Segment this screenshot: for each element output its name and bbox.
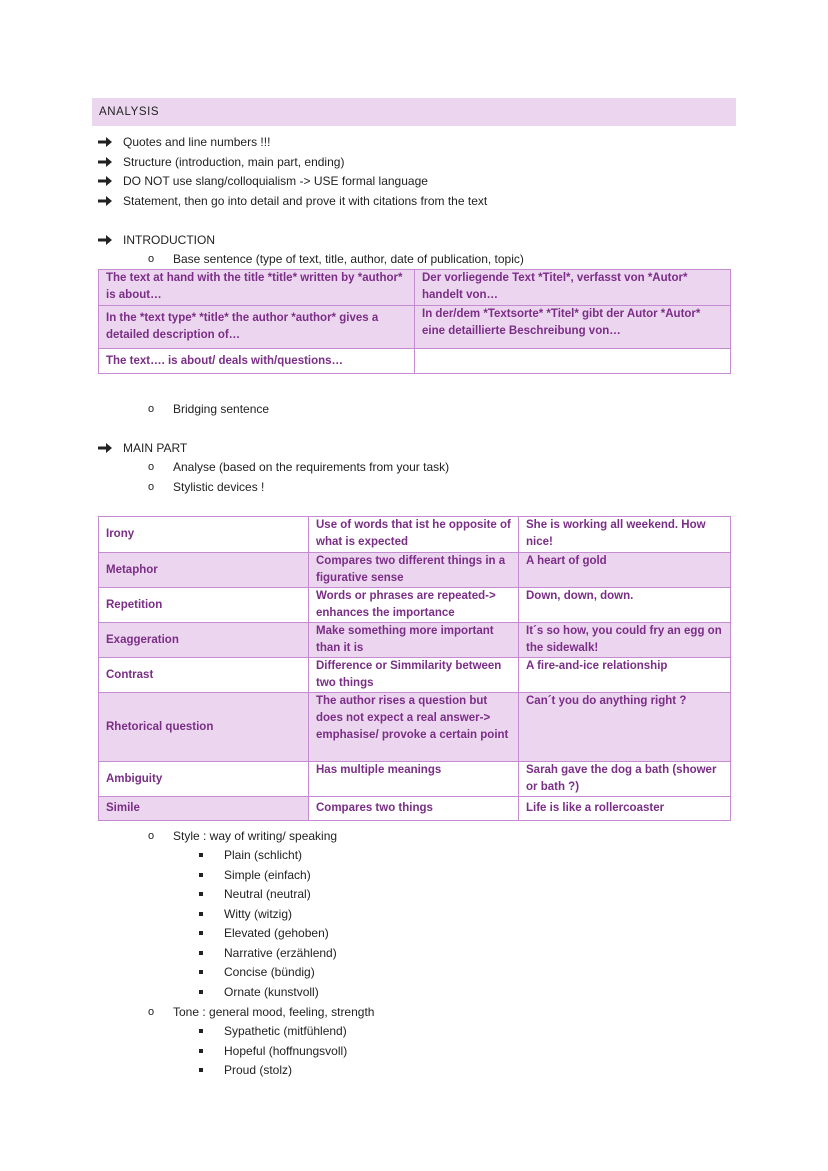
arrow-right-icon — [98, 154, 116, 168]
stylistic-devices-table — [98, 516, 731, 821]
hollow-circle-bullet: o — [148, 403, 155, 415]
arrow-right-icon — [98, 134, 116, 148]
square-bullet — [199, 873, 203, 877]
square-bullet — [199, 1049, 203, 1053]
introduction-table — [98, 269, 731, 374]
arrow-right-icon — [98, 173, 116, 187]
device-example: Life is like a rollercoaster — [519, 797, 731, 821]
device-definition: Use of words that ist he opposite of what is expected — [309, 517, 519, 553]
hollow-circle-bullet: o — [148, 461, 155, 473]
device-name: Metaphor — [99, 553, 309, 588]
arrow-right-icon — [98, 193, 116, 207]
device-definition: Compares two different things in a figurative sense — [309, 553, 519, 588]
device-name: Rhetorical question — [99, 693, 309, 762]
table-row — [99, 762, 731, 797]
device-name: Exaggeration — [99, 623, 309, 658]
hollow-circle-bullet: o — [148, 481, 155, 493]
device-definition: Make something more important than it is — [309, 623, 519, 658]
device-definition: Has multiple meanings — [309, 762, 519, 797]
table-row — [99, 349, 731, 374]
section-heading: ANALYSIS — [92, 98, 736, 126]
hollow-circle-bullet: o — [148, 830, 155, 842]
device-definition: Difference or Simmilarity between two things — [309, 658, 519, 693]
table-row — [99, 306, 731, 349]
table-row — [99, 553, 731, 588]
table-row — [99, 270, 731, 306]
arrow-right-icon — [98, 232, 116, 246]
table-cell: In der/dem *Textsorte* *Titel* gibt der Autor *Autor* eine detaillierte Beschreibung von… — [415, 306, 731, 349]
table-cell: In the *text type* *title* the author *author* gives a detailed description of… — [99, 306, 415, 349]
arrow-right-icon — [98, 440, 116, 454]
table-cell: Der vorliegende Text *Titel*, verfasst von *Autor* handelt von… — [415, 270, 731, 306]
square-bullet — [199, 970, 203, 974]
device-example: A heart of gold — [519, 553, 731, 588]
square-bullet — [199, 853, 203, 857]
square-bullet — [199, 1029, 203, 1033]
square-bullet — [199, 990, 203, 994]
device-name: Irony — [99, 517, 309, 553]
table-row — [99, 517, 731, 553]
hollow-circle-bullet: o — [148, 253, 155, 265]
table-row — [99, 658, 731, 693]
device-definition: Compares two things — [309, 797, 519, 821]
square-bullet — [199, 951, 203, 955]
device-example: Can´t you do anything right ? — [519, 693, 731, 762]
square-bullet — [199, 892, 203, 896]
device-example: Down, down, down. — [519, 588, 731, 623]
table-row — [99, 623, 731, 658]
table-cell: The text…. is about/ deals with/questions… — [99, 349, 415, 374]
device-name: Ambiguity — [99, 762, 309, 797]
square-bullet — [199, 931, 203, 935]
table-row — [99, 588, 731, 623]
square-bullet — [199, 912, 203, 916]
device-definition: The author rises a question but does not expect a real answer-> emphasise/ provoke a certain point — [309, 693, 519, 762]
device-example: Sarah gave the dog a bath (shower or bath ?) — [519, 762, 731, 797]
table-row — [99, 693, 731, 762]
device-name: Simile — [99, 797, 309, 821]
device-example: It´s so how, you could fry an egg on the sidewalk! — [519, 623, 731, 658]
square-bullet — [199, 1068, 203, 1072]
table-cell: The text at hand with the title *title* written by *author* is about… — [99, 270, 415, 306]
device-example: A fire-and-ice relationship — [519, 658, 731, 693]
table-cell — [415, 349, 731, 374]
device-definition: Words or phrases are repeated-> enhances the importance — [309, 588, 519, 623]
document-page: ANALYSIS Quotes and line numbers !!! Structure (introduction, main part, ending) DO NOT use slang/colloquialism -> USE formal language Statement, then go into detail and prove it with citations from the text INTRODUCTION o Base sentence (type of text, title, author, date of publication, topic) The text at hand with the title *title* written by *author* is about… Der vorliegende Text *Titel*, verfasst von *Autor* handelt von… In the *text type* *title* the author *author* gives a detailed description of… In der/dem *Textsorte* *Titel* gibt der Autor *Autor* eine detaillierte Beschreibung von… The text…. is about/ deals with/questions… o Bridging sentence MAIN PART o Analyse (based on the requirements from your task) o Stylistic devices ! Irony Use of words that ist he opposite of what is expected She is working all weekend. How nice! Metaphor Compares two different things in a figurative sense A heart of gold Repetition Words or phrases are repeated-> enhances the importance Down, down, down. Exaggeration Make something more important than it is It´s so how, you could fry an egg on the sidewalk! Contrast Difference or Simmilarity between two things A fire-and-ice relationship Rhetorical question The author rises a question but does not expect a real answer-> emphasise/ provoke a certain point Can´t you do anything right ? Ambiguity Has multiple meanings Sarah gave the dog a bath (shower or bath ?) Simile Compares two things Life is like a rollercoaster o Style : way of writing/ speaking Plain (schlicht) Simple (einfach) Neutral (neutral) Witty (witzig) Elevated (gehoben) Narrative (erzählend) Concise (bündig) Ornate (kunstvoll) o Tone : general mood, feeling, strength Sypathetic (mitfühlend) Hopeful (hoffnungsvoll) Proud (stolz) — [0, 0, 828, 1171]
table-row — [99, 797, 731, 821]
device-name: Repetition — [99, 588, 309, 623]
device-name: Contrast — [99, 658, 309, 693]
device-example: She is working all weekend. How nice! — [519, 517, 731, 553]
hollow-circle-bullet: o — [148, 1006, 155, 1018]
